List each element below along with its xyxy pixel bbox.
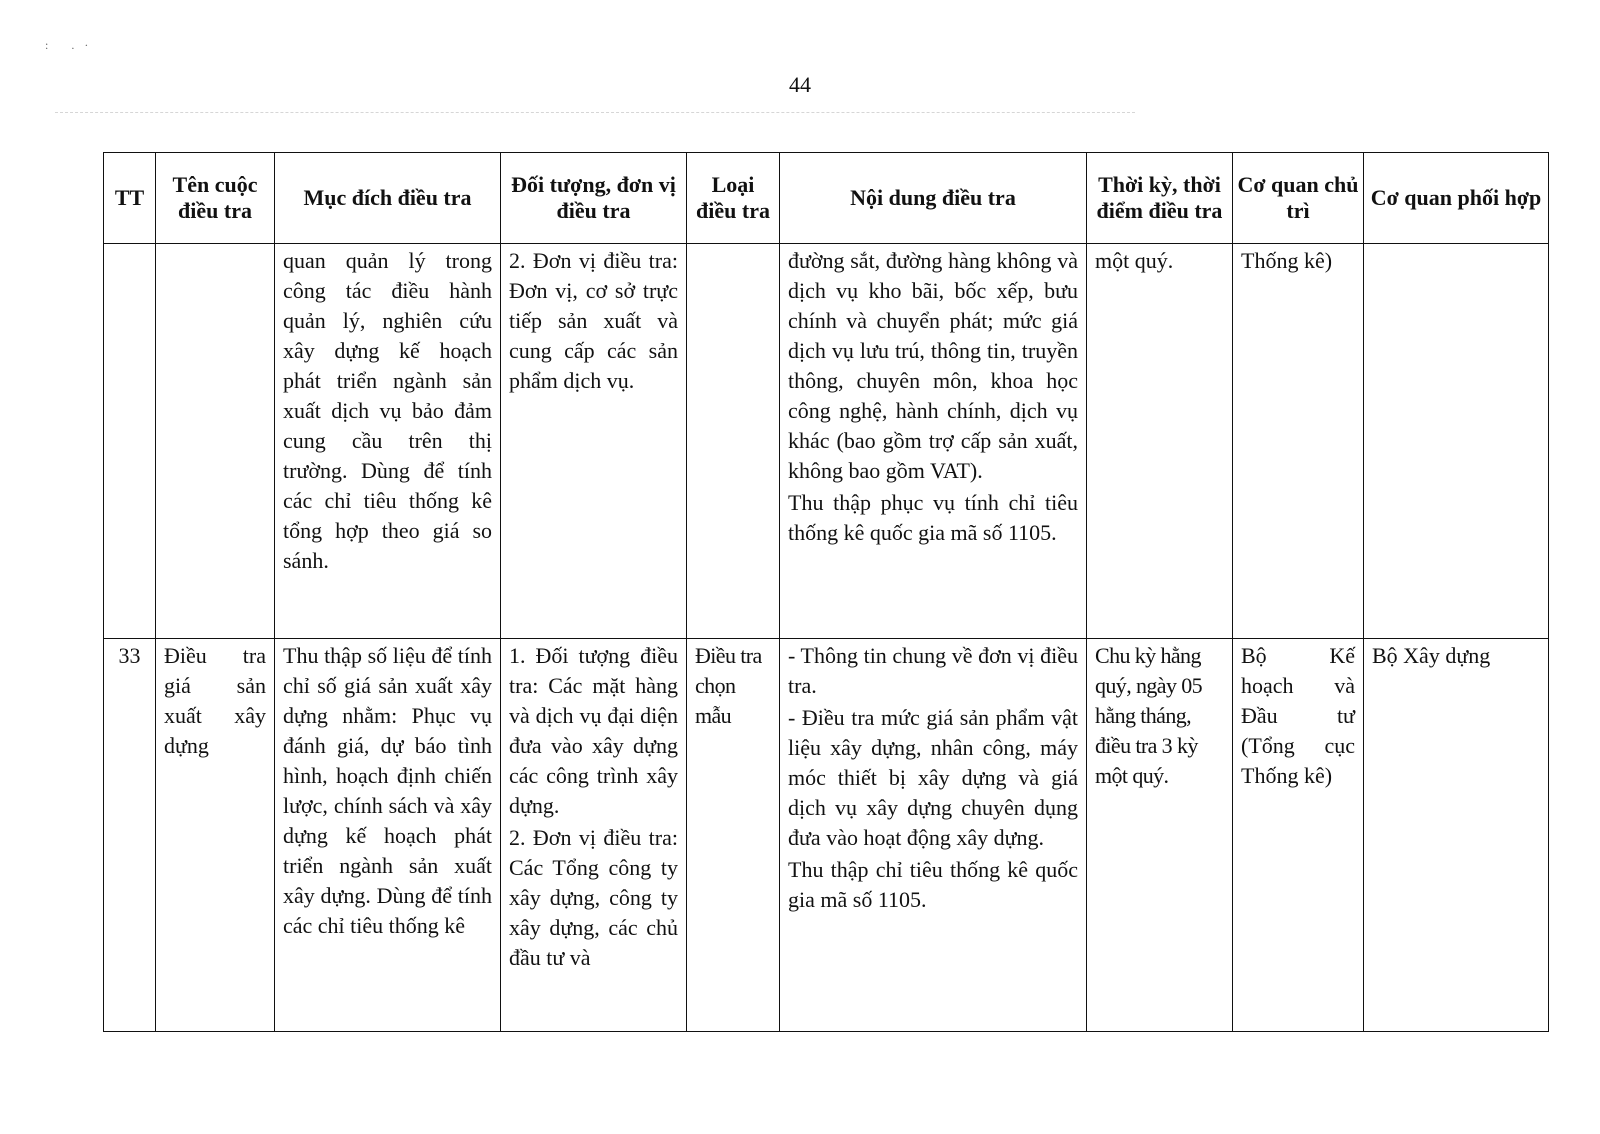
cell-coordinating-agency [1364, 244, 1549, 639]
cell-period: Chu kỳ hằng quý, ngày 05 hằng tháng, điều tra 3 kỳ một quý. [1087, 639, 1233, 1032]
cell-lead-agency: Bộ Kế hoạch và Đầu tư (Tổng cục Thống kê) [1233, 639, 1364, 1032]
survey-table [103, 152, 1549, 1032]
cell-purpose: Thu thập số liệu để tính chỉ số giá sản xuất xây dựng nhằm: Phục vụ đánh giá, dự báo tình hình, hoạch định chiến lược, chính sách và xây dựng kế hoạch phát triển ngành sản xuất xây dựng. Dùng để tính các chỉ tiêu thống kê [275, 639, 501, 1032]
cell-subject [501, 639, 687, 1032]
cell-type: Điều tra chọn mẫu [687, 639, 780, 1032]
content-paragraph: - Thông tin chung về đơn vị điều tra. [788, 643, 1078, 698]
header-coordinating-agency: Cơ quan phối hợp [1364, 153, 1549, 244]
cell-coordinating-agency: Bộ Xây dựng [1364, 639, 1549, 1032]
header-type: Loại điều tra [687, 153, 780, 244]
header-period: Thời kỳ, thời điểm điều tra [1087, 153, 1233, 244]
cell-content [780, 244, 1087, 639]
table-row [104, 639, 1549, 1032]
scan-artifact-dots: : .· [45, 38, 99, 52]
cell-tt: 33 [104, 639, 156, 1032]
content-paragraph: Thu thập chỉ tiêu thống kê quốc gia mã số 1105. [788, 857, 1078, 912]
subject-paragraph: 2. Đơn vị điều tra: Các Tổng công ty xây dựng, công ty xây dựng, các chủ đầu tư và [509, 825, 678, 970]
cell-tt [104, 244, 156, 639]
subject-paragraph: 1. Đối tượng điều tra: Các mặt hàng và dịch vụ đại diện đưa vào xây dựng các công trình xây dựng. [509, 643, 678, 818]
header-subject: Đối tượng, đơn vị điều tra [501, 153, 687, 244]
content-paragraph: - Điều tra mức giá sản phẩm vật liệu xây dựng, nhân công, máy móc thiết bị xây dựng và giá dịch vụ xây dựng chuyên dụng đưa vào hoạt động xây dựng. [788, 705, 1078, 850]
content-paragraph: đường sắt, đường hàng không và dịch vụ kho bãi, bốc xếp, bưu chính và chuyển phát; mức giá dịch vụ lưu trú, thông tin, truyền thông, chuyên môn, khoa học công nghệ, hành chính, dịch vụ khác (bao gồm trợ cấp sản xuất, không bao gồm VAT). [788, 248, 1078, 483]
content-paragraph: Thu thập phục vụ tính chỉ tiêu thống kê quốc gia mã số 1105. [788, 490, 1078, 545]
page-number: 44 [789, 72, 811, 97]
header-survey-name: Tên cuộc điều tra [156, 153, 275, 244]
header-purpose: Mục đích điều tra [275, 153, 501, 244]
header-content: Nội dung điều tra [780, 153, 1087, 244]
cell-period: một quý. [1087, 244, 1233, 639]
cell-survey-name: Điều tra giá sản xuất xây dựng [156, 639, 275, 1032]
header-tt: TT [104, 153, 156, 244]
cell-lead-agency: Thống kê) [1233, 244, 1364, 639]
table-row [104, 244, 1549, 639]
scan-artifact-line [55, 112, 1135, 115]
cell-survey-name [156, 244, 275, 639]
cell-subject: 2. Đơn vị điều tra: Đơn vị, cơ sở trực tiếp sản xuất và cung cấp các sản phẩm dịch vụ. [501, 244, 687, 639]
table-header-row [104, 153, 1549, 244]
cell-type [687, 244, 780, 639]
cell-purpose: quan quản lý trong công tác điều hành quản lý, nghiên cứu xây dựng kế hoạch phát triển ngành sản xuất dịch vụ bảo đảm cung cầu trên thị trường. Dùng để tính các chỉ tiêu thống kê tổng hợp theo giá so sánh. [275, 244, 501, 639]
header-lead-agency: Cơ quan chủ trì [1233, 153, 1364, 244]
cell-content [780, 639, 1087, 1032]
